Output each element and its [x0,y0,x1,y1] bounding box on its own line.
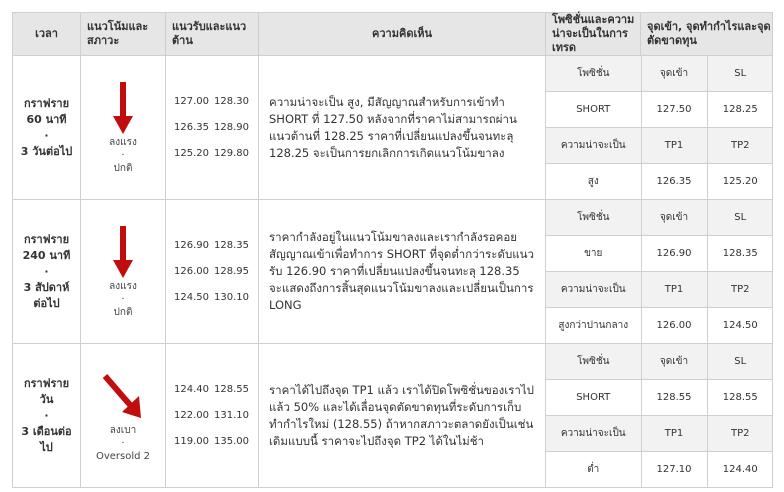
table-row [13,344,773,488]
timeframe-line: วัน [39,392,54,406]
grid-label: SL [707,344,773,380]
timeframe-line: 240 นาที [22,248,71,262]
resistance-level: 128.55 [214,384,249,395]
trend-cell [81,344,166,488]
position-grid-cell [546,344,773,488]
comment-cell: ราคาได้ไปถึงจุด TP1 แล้ว เราได้ปิดโพซิชั่นของเราไปแล้ว 50% และได้เลื่อนจุดตัดขาดทุนที่ระดับการเก็บทำกำไรใหม่ (128.55) ถ้าหากสภาวะตลาดยังเป็นเช่นเดิมแบบนี้ ราคาจะไปถึงจุด TP2 ได้ในไม่ช้า [259,344,546,488]
support-level: 126.00 [174,266,209,277]
timeframe-line: 60 นาที [26,112,67,126]
trend-label: ลงเบา [109,425,137,436]
resistance-level: 128.35 [214,240,249,251]
position-grid-cell [546,200,773,344]
grid-value: 128.35 [707,236,773,272]
grid-label: ความน่าจะเป็น [546,128,641,164]
grid-value: ขาย [546,236,641,272]
timeframe-line: 3 วันต่อไป [20,144,73,158]
position-grid [546,344,773,487]
position-grid [546,200,773,343]
trend-separator: · [121,150,125,161]
grid-label: ความน่าจะเป็น [546,416,641,452]
grid-value: 124.40 [707,452,773,488]
arrow-diagonal-down-icon [101,372,145,420]
resistance-level: 128.30 [214,96,249,107]
grid-value: 128.55 [707,380,773,416]
table-row [13,200,773,344]
header-timeframe: เวลา [13,13,81,56]
grid-value: SHORT [546,92,641,128]
grid-label: SL [707,200,773,236]
trend-label: ลงแรง [109,137,137,148]
timeframe-cell [13,200,81,344]
trend-label: ลงแรง [109,281,137,292]
grid-label: TP2 [707,272,773,308]
grid-label: TP2 [707,128,773,164]
grid-label: ความน่าจะเป็น [546,272,641,308]
support-level: 127.00 [174,96,209,107]
grid-value: SHORT [546,380,641,416]
grid-label: โพซิชั่น [546,200,641,236]
timeframe-line: กราฟราย [23,232,70,246]
grid-value: 124.50 [707,308,773,344]
grid-value: 126.35 [641,164,707,200]
timeframe-line: กราฟราย [23,376,70,390]
resistance-level: 131.10 [214,410,249,421]
levels-cell [166,56,259,200]
comment-cell: ราคากำลังอยู่ในแนวโน้มขาลงและเรากำลังรอคอยสัญญาณเข้าเพื่อทำการ SHORT ที่จุดต่ำกว่าระดับแนวรับ 126.90 ราคาที่เปลี่ยนแปลงขึ้นจนทะลุ 128.35 จะแสดงถึงการสิ้นสุดแนวโน้มขาลงและเปลี่ยนเป็นการ LONG [259,200,546,344]
trend-cell [81,56,166,200]
resistance-level: 128.95 [214,266,249,277]
support-level: 126.35 [174,122,209,133]
forecast-table [12,12,773,488]
grid-label: โพซิชั่น [546,344,641,380]
support-level: 124.50 [174,292,209,303]
grid-label: โพซิชั่น [546,56,641,92]
support-level: 124.40 [174,384,209,395]
grid-value: สูงกว่าปานกลาง [558,320,629,331]
grid-value: 128.25 [707,92,773,128]
levels-cell [166,200,259,344]
resistance-level: 129.80 [214,148,249,159]
header-trend: แนวโน้มและสภาวะ [81,13,166,56]
comment-cell: ความน่าจะเป็น สูง, มีสัญญาณสำหรับการเข้าทำ SHORT ที่ 127.50 หลังจากที่ราคาไม่สามารถผ่านแนวต้านที่ 128.25 ราคาที่เปลี่ยนแปลงขึ้นจนทะลุ 128.25 จะเป็นการยกเลิกการเกิดแนวโน้มขาลง [259,56,546,200]
support-level: 126.90 [174,240,209,251]
levels-cell [166,344,259,488]
timeframe-line: 3 เดือนต่อ [21,424,72,438]
position-grid-cell [546,56,773,200]
grid-label: SL [707,56,773,92]
grid-label: จุดเข้า [641,200,707,236]
position-grid [546,56,773,199]
grid-value: 125.20 [707,164,773,200]
resistance-level: 128.90 [214,122,249,133]
table-row [13,56,773,200]
grid-value: 128.55 [641,380,707,416]
condition-label: Oversold 2 [95,451,151,462]
timeframe-line: กราฟราย [23,96,70,110]
timeframe-cell [13,344,81,488]
grid-label: จุดเข้า [641,56,707,92]
grid-value: 127.10 [641,452,707,488]
trend-separator: · [121,438,125,449]
arrow-down-icon [113,82,133,134]
support-level: 119.00 [174,436,209,447]
timeframe-line: · [44,408,49,422]
grid-label: TP2 [707,416,773,452]
grid-label: TP1 [641,416,707,452]
grid-label: TP1 [641,272,707,308]
header-row [13,13,773,56]
timeframe-line: ต่อไป [33,296,60,310]
grid-label: TP1 [641,128,707,164]
support-level: 125.20 [174,148,209,159]
timeframe-cell [13,56,81,200]
grid-value: 126.00 [641,308,707,344]
resistance-level: 130.10 [214,292,249,303]
timeframe-line: · [44,264,49,278]
arrow-down-icon [113,226,133,278]
header-entry: จุดเข้า, จุดทำกำไรและจุดตัดขาดทุน [641,13,773,56]
grid-value: 126.90 [641,236,707,272]
support-level: 122.00 [174,410,209,421]
resistance-level: 135.00 [214,436,249,447]
trend-cell [81,200,166,344]
timeframe-line: · [44,128,49,142]
header-position: โพซิชั่นและความน่าจะเป็นในการเทรด [546,13,641,56]
condition-label: ปกติ [113,307,133,318]
grid-value: สูง [587,176,599,187]
timeframe-line: ไป [40,440,53,454]
trend-separator: · [121,294,125,305]
grid-value: ต่ำ [587,464,600,475]
grid-label: จุดเข้า [641,344,707,380]
grid-value: 127.50 [641,92,707,128]
condition-label: ปกติ [113,163,133,174]
header-comment: ความคิดเห็น [259,13,546,56]
header-levels: แนวรับและแนวต้าน [166,13,259,56]
timeframe-line: 3 สัปดาห์ [23,280,70,294]
